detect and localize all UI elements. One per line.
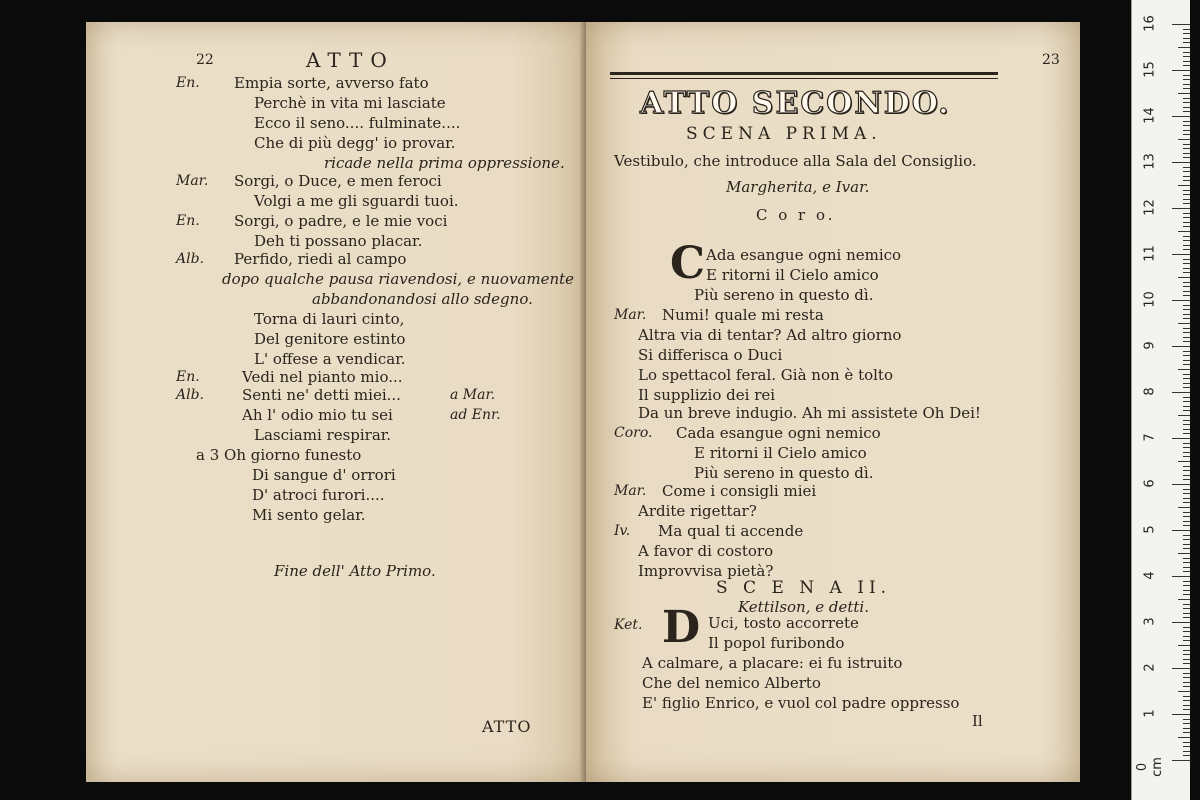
ruler-mm-tick — [1183, 719, 1190, 720]
ruler-mm-tick — [1183, 378, 1190, 379]
ruler-mm-tick — [1183, 282, 1190, 283]
ruler-cm-tick — [1172, 714, 1190, 715]
ruler-mm-tick — [1183, 203, 1190, 204]
ruler-mm-tick — [1183, 420, 1190, 421]
ruler-mm-tick — [1183, 429, 1190, 430]
right-verse-line: E ritorni il Cielo amico — [694, 444, 867, 462]
ruler-mm-tick — [1183, 245, 1190, 246]
aside-ad-enr: ad Enr. — [450, 407, 501, 423]
ruler-mm-tick — [1178, 231, 1190, 232]
ruler-mm-tick — [1183, 286, 1190, 287]
ruler-cm-tick — [1172, 162, 1190, 163]
right-page — [586, 22, 1080, 782]
ruler-cm-tick — [1172, 24, 1190, 25]
ruler-mm-tick — [1183, 98, 1190, 99]
right-verse-line: Lo spettacol feral. Già non è tolto — [638, 366, 893, 384]
ruler-mm-tick — [1183, 512, 1190, 513]
setting-line: Vestibulo, che introduce alla Sala del Consiglio. — [614, 152, 977, 170]
ruler-mm-tick — [1183, 360, 1190, 361]
ruler-mm-tick — [1183, 654, 1190, 655]
right-scene2-verse-line: A calmare, a placare: ei fu istruito — [642, 654, 903, 672]
ruler-mm-tick — [1183, 433, 1190, 434]
ruler-mm-tick — [1183, 447, 1190, 448]
right-verse-line: Il supplizio dei rei — [638, 386, 776, 404]
top-rule-2 — [610, 78, 998, 79]
right-verse-line: Da un breve indugio. Ah mi assistete Oh Dei! — [638, 404, 981, 422]
ruler-mm-tick — [1183, 107, 1190, 108]
ruler-mm-tick — [1183, 61, 1190, 62]
ruler-mm-tick — [1183, 263, 1190, 264]
ruler-mm-tick — [1183, 121, 1190, 122]
ruler-mm-tick — [1178, 47, 1190, 48]
ruler-mm-tick — [1183, 410, 1190, 411]
ruler-mm-tick — [1183, 617, 1190, 618]
ruler-mm-tick — [1183, 751, 1190, 752]
ruler-mm-tick — [1183, 144, 1190, 145]
ruler-mm-tick — [1183, 194, 1190, 195]
ruler-mm-tick — [1183, 42, 1190, 43]
ruler-cm-tick — [1172, 300, 1190, 301]
right-speaker: Mar. — [614, 483, 647, 499]
ruler-mm-tick — [1183, 571, 1190, 572]
ruler-mm-tick — [1183, 217, 1190, 218]
ruler-mm-tick — [1183, 452, 1190, 453]
ruler-mm-tick — [1183, 157, 1190, 158]
ruler-mm-tick — [1183, 470, 1190, 471]
ruler-mm-tick — [1183, 180, 1190, 181]
ruler-mm-tick — [1183, 682, 1190, 683]
catchword-left: ATTO — [482, 717, 532, 736]
ruler-mm-tick — [1183, 581, 1190, 582]
ruler-mm-tick — [1183, 130, 1190, 131]
ruler-mm-tick — [1183, 590, 1190, 591]
ruler-mm-tick — [1183, 548, 1190, 549]
ruler-mm-tick — [1183, 562, 1190, 563]
ruler-mm-tick — [1183, 309, 1190, 310]
right-verse-line: Come i consigli miei — [662, 482, 817, 500]
ruler-mm-tick — [1178, 415, 1190, 416]
ruler-mm-tick — [1183, 567, 1190, 568]
ruler-mm-tick — [1183, 521, 1190, 522]
ruler-mm-tick — [1183, 148, 1190, 149]
left-verse-line: Lasciami respirar. — [254, 426, 392, 444]
ruler-mm-tick — [1183, 295, 1190, 296]
right-speaker: Coro. — [614, 425, 653, 441]
ruler-mm-tick — [1183, 493, 1190, 494]
ruler-mm-tick — [1183, 604, 1190, 605]
ruler-cm-tick — [1172, 530, 1190, 531]
ruler-mm-tick — [1183, 176, 1190, 177]
left-speaker: Alb. — [176, 251, 204, 267]
ruler-mm-tick — [1183, 125, 1190, 126]
ruler-mm-tick — [1183, 525, 1190, 526]
ruler-mm-tick — [1183, 755, 1190, 756]
ruler-mm-tick — [1183, 65, 1190, 66]
ruler-cm-tick — [1172, 254, 1190, 255]
ruler-mm-tick — [1183, 33, 1190, 34]
ruler-mm-tick — [1178, 645, 1190, 646]
ruler-mm-tick — [1183, 424, 1190, 425]
left-verse-line: Mi sento gelar. — [252, 506, 366, 524]
ruler-mm-tick — [1183, 663, 1190, 664]
ruler-mm-tick — [1178, 139, 1190, 140]
ruler-mm-tick — [1178, 737, 1190, 738]
open-book — [86, 22, 1080, 782]
ruler-label: 0 cm — [1135, 757, 1165, 777]
ruler-label: 6 — [1142, 479, 1158, 488]
left-verse-line: Di sangue d' orrori — [252, 466, 396, 484]
ruler-mm-tick — [1183, 328, 1190, 329]
left-verse-line: Ah l' odio mio tu sei — [242, 406, 393, 424]
ruler-mm-tick — [1183, 111, 1190, 112]
ruler-label: 13 — [1142, 153, 1158, 170]
ruler-mm-tick — [1183, 314, 1190, 315]
ruler-mm-tick — [1183, 631, 1190, 632]
left-verse-line: ricade nella prima oppressione. — [324, 154, 565, 172]
ruler-mm-tick — [1183, 88, 1190, 89]
ruler-mm-tick — [1183, 134, 1190, 135]
ruler-mm-tick — [1183, 686, 1190, 687]
ruler-mm-tick — [1183, 236, 1190, 237]
ruler-mm-tick — [1183, 723, 1190, 724]
ruler-mm-tick — [1183, 397, 1190, 398]
left-verse-line: Perchè in vita mi lasciate — [254, 94, 446, 112]
ruler-mm-tick — [1183, 489, 1190, 490]
ruler-mm-tick — [1183, 479, 1190, 480]
left-verse-line: Sorgi, o Duce, e men feroci — [234, 172, 442, 190]
ruler-mm-tick — [1183, 627, 1190, 628]
ruler-mm-tick — [1183, 153, 1190, 154]
ruler-mm-tick — [1183, 705, 1190, 706]
ruler-label: 5 — [1142, 525, 1158, 534]
right-verse-line: Ada esangue ogni nemico — [706, 246, 902, 264]
ruler-mm-tick — [1183, 38, 1190, 39]
act-title: ATTO SECONDO. — [640, 86, 951, 121]
ruler-mm-tick — [1178, 185, 1190, 186]
ruler-mm-tick — [1183, 171, 1190, 172]
ruler-cm-tick — [1172, 484, 1190, 485]
right-speaker: Mar. — [614, 307, 647, 323]
ruler-label: 15 — [1142, 61, 1158, 78]
right-scene2-verse-line: Uci, tosto accorrete — [708, 614, 859, 632]
right-verse-line: Altra via di tentar? Ad altro giorno — [638, 326, 902, 344]
ruler-cm-tick — [1172, 760, 1190, 761]
left-speaker: Alb. — [176, 387, 204, 403]
left-verse-line: a 3 Oh giorno funesto — [196, 446, 362, 464]
left-verse-line: D' atroci furori.... — [252, 486, 385, 504]
ruler-mm-tick — [1183, 52, 1190, 53]
ruler-mm-tick — [1183, 387, 1190, 388]
left-verse-line: dopo qualche pausa riavendosi, e nuovamente — [222, 270, 575, 288]
measuring-ruler — [1131, 0, 1190, 800]
ruler-mm-tick — [1183, 75, 1190, 76]
ruler-mm-tick — [1178, 369, 1190, 370]
ruler-mm-tick — [1183, 383, 1190, 384]
ruler-mm-tick — [1183, 544, 1190, 545]
ruler-mm-tick — [1183, 613, 1190, 614]
ruler-mm-tick — [1183, 640, 1190, 641]
ruler-mm-tick — [1183, 585, 1190, 586]
ruler-mm-tick — [1183, 742, 1190, 743]
scena-prima-heading: SCENA PRIMA. — [686, 124, 882, 144]
ruler-mm-tick — [1183, 456, 1190, 457]
characters-scene-1: Margherita, e Ivar. — [726, 178, 870, 196]
right-verse-line: A favor di costoro — [638, 542, 774, 560]
ruler-mm-tick — [1183, 102, 1190, 103]
ruler-mm-tick — [1183, 516, 1190, 517]
ruler-mm-tick — [1183, 475, 1190, 476]
characters-scene-2: Kettilson, e detti. — [738, 598, 870, 616]
ruler-mm-tick — [1183, 259, 1190, 260]
ruler-mm-tick — [1183, 222, 1190, 223]
right-verse-line: Cada esangue ogni nemico — [676, 424, 881, 442]
ruler-label: 7 — [1142, 433, 1158, 442]
left-verse-line: Deh ti possano placar. — [254, 232, 423, 250]
right-verse-line: Ardite rigettar? — [638, 502, 757, 520]
left-verse-line: Che di più degg' io provar. — [254, 134, 456, 152]
scena-seconda-heading: S C E N A II. — [716, 578, 892, 598]
ruler-mm-tick — [1178, 93, 1190, 94]
right-verse-line: Più sereno in questo dì. — [694, 464, 874, 482]
right-verse-line: Ma qual ti accende — [658, 522, 804, 540]
right-verse-line: Si differisca o Duci — [638, 346, 783, 364]
ruler-cm-tick — [1172, 576, 1190, 577]
left-verse-line: Del genitore estinto — [254, 330, 406, 348]
ruler-mm-tick — [1183, 709, 1190, 710]
ruler-label: 1 — [1142, 709, 1158, 718]
left-speaker: En. — [176, 213, 200, 229]
ruler-mm-tick — [1183, 650, 1190, 651]
left-verse-line: L' offese a vendicar. — [254, 350, 406, 368]
ruler-mm-tick — [1183, 351, 1190, 352]
ruler-mm-tick — [1183, 608, 1190, 609]
page-number-left: 22 — [196, 52, 214, 68]
left-verse-line: Ecco il seno.... fulminate.... — [254, 114, 461, 132]
ruler-mm-tick — [1183, 84, 1190, 85]
ruler-label: 2 — [1142, 663, 1158, 672]
top-rule-1 — [610, 72, 998, 75]
left-speaker: En. — [176, 369, 200, 385]
ruler-mm-tick — [1183, 406, 1190, 407]
ruler-mm-tick — [1183, 29, 1190, 30]
right-scene2-verse-line: Che del nemico Alberto — [642, 674, 821, 692]
ruler-mm-tick — [1183, 673, 1190, 674]
ruler-mm-tick — [1183, 249, 1190, 250]
ruler-mm-tick — [1178, 599, 1190, 600]
ruler-mm-tick — [1183, 291, 1190, 292]
ruler-mm-tick — [1183, 659, 1190, 660]
ruler-mm-tick — [1183, 337, 1190, 338]
ruler-mm-tick — [1183, 636, 1190, 637]
ruler-mm-tick — [1183, 341, 1190, 342]
right-verse-line: Improvvisa pietà? — [638, 562, 774, 580]
ruler-label: 9 — [1142, 341, 1158, 350]
ruler-cm-tick — [1172, 70, 1190, 71]
ruler-mm-tick — [1178, 461, 1190, 462]
ruler-mm-tick — [1183, 700, 1190, 701]
running-header-left: ATTO — [306, 48, 395, 72]
right-speaker: Iv. — [614, 523, 631, 539]
left-verse-line: Perfido, riedi al campo — [234, 250, 407, 268]
left-verse-line: abbandonandosi allo sdegno. — [312, 290, 533, 308]
ruler-mm-tick — [1183, 535, 1190, 536]
ruler-mm-tick — [1183, 167, 1190, 168]
ruler-mm-tick — [1183, 728, 1190, 729]
ruler-mm-tick — [1183, 355, 1190, 356]
ruler-mm-tick — [1183, 190, 1190, 191]
ruler-cm-tick — [1172, 392, 1190, 393]
ruler-mm-tick — [1183, 272, 1190, 273]
ruler-mm-tick — [1183, 199, 1190, 200]
speaker-ket: Ket. — [614, 617, 643, 633]
ruler-mm-tick — [1183, 374, 1190, 375]
ruler-label: 3 — [1142, 617, 1158, 626]
drop-cap-d: D — [662, 602, 701, 653]
left-verse-line: Senti ne' detti miei... — [242, 386, 401, 404]
page-number-right: 23 — [1042, 52, 1060, 68]
ruler-cm-tick — [1172, 622, 1190, 623]
ruler-mm-tick — [1183, 213, 1190, 214]
aside-a-mar: a Mar. — [450, 387, 496, 403]
ruler-mm-tick — [1183, 466, 1190, 467]
ruler-label: 11 — [1142, 245, 1158, 262]
ruler-label: 8 — [1142, 387, 1158, 396]
ruler-cm-tick — [1172, 116, 1190, 117]
ruler-mm-tick — [1178, 507, 1190, 508]
ruler-mm-tick — [1183, 746, 1190, 747]
ruler-mm-tick — [1183, 268, 1190, 269]
ruler-mm-tick — [1183, 226, 1190, 227]
ruler-label: 4 — [1142, 571, 1158, 580]
right-verse-line: Più sereno in questo dì. — [694, 286, 874, 304]
ruler-mm-tick — [1178, 691, 1190, 692]
ruler-mm-tick — [1183, 558, 1190, 559]
ruler-mm-tick — [1183, 240, 1190, 241]
ruler-cm-tick — [1172, 208, 1190, 209]
ruler-mm-tick — [1183, 332, 1190, 333]
catchword-right: Il — [972, 712, 983, 730]
ruler-mm-tick — [1183, 79, 1190, 80]
left-verse-line: Torna di lauri cinto, — [254, 310, 405, 328]
ruler-mm-tick — [1183, 732, 1190, 733]
ruler-mm-tick — [1183, 56, 1190, 57]
left-verse-line: Vedi nel pianto mio... — [242, 368, 403, 386]
ruler-mm-tick — [1183, 443, 1190, 444]
ruler-label: 12 — [1142, 199, 1158, 216]
ruler-cm-tick — [1172, 346, 1190, 347]
right-scene2-verse-line: Il popol furibondo — [708, 634, 845, 652]
ruler-mm-tick — [1178, 277, 1190, 278]
ruler-label: 14 — [1142, 107, 1158, 124]
ruler-mm-tick — [1183, 364, 1190, 365]
ruler-mm-tick — [1183, 502, 1190, 503]
ruler-mm-tick — [1183, 305, 1190, 306]
ruler-mm-tick — [1183, 401, 1190, 402]
left-verse-line: Empia sorte, avverso fato — [234, 74, 429, 92]
right-verse-line: Numi! quale mi resta — [662, 306, 824, 324]
ruler-mm-tick — [1183, 498, 1190, 499]
ruler-cm-tick — [1172, 668, 1190, 669]
drop-cap-c: C — [670, 238, 706, 289]
left-verse-line: Sorgi, o padre, e le mie voci — [234, 212, 448, 230]
ruler-mm-tick — [1183, 594, 1190, 595]
ruler-mm-tick — [1178, 553, 1190, 554]
ruler-cm-tick — [1172, 438, 1190, 439]
ruler-mm-tick — [1183, 539, 1190, 540]
ruler-label: 16 — [1142, 15, 1158, 32]
left-page — [86, 22, 586, 782]
right-verse-line: E ritorni il Cielo amico — [706, 266, 879, 284]
ruler-mm-tick — [1183, 677, 1190, 678]
coro-heading: C o r o. — [756, 206, 836, 224]
left-speaker: Mar. — [176, 173, 209, 189]
ruler-label: 10 — [1142, 291, 1158, 308]
left-speaker: En. — [176, 75, 200, 91]
ruler-mm-tick — [1183, 318, 1190, 319]
fine-atto-primo: Fine dell' Atto Primo. — [274, 562, 436, 580]
ruler-mm-tick — [1183, 696, 1190, 697]
right-scene2-verse-line: E' figlio Enrico, e vuol col padre oppresso — [642, 694, 960, 712]
ruler-mm-tick — [1178, 323, 1190, 324]
left-verse-line: Volgi a me gli sguardi tuoi. — [254, 192, 459, 210]
